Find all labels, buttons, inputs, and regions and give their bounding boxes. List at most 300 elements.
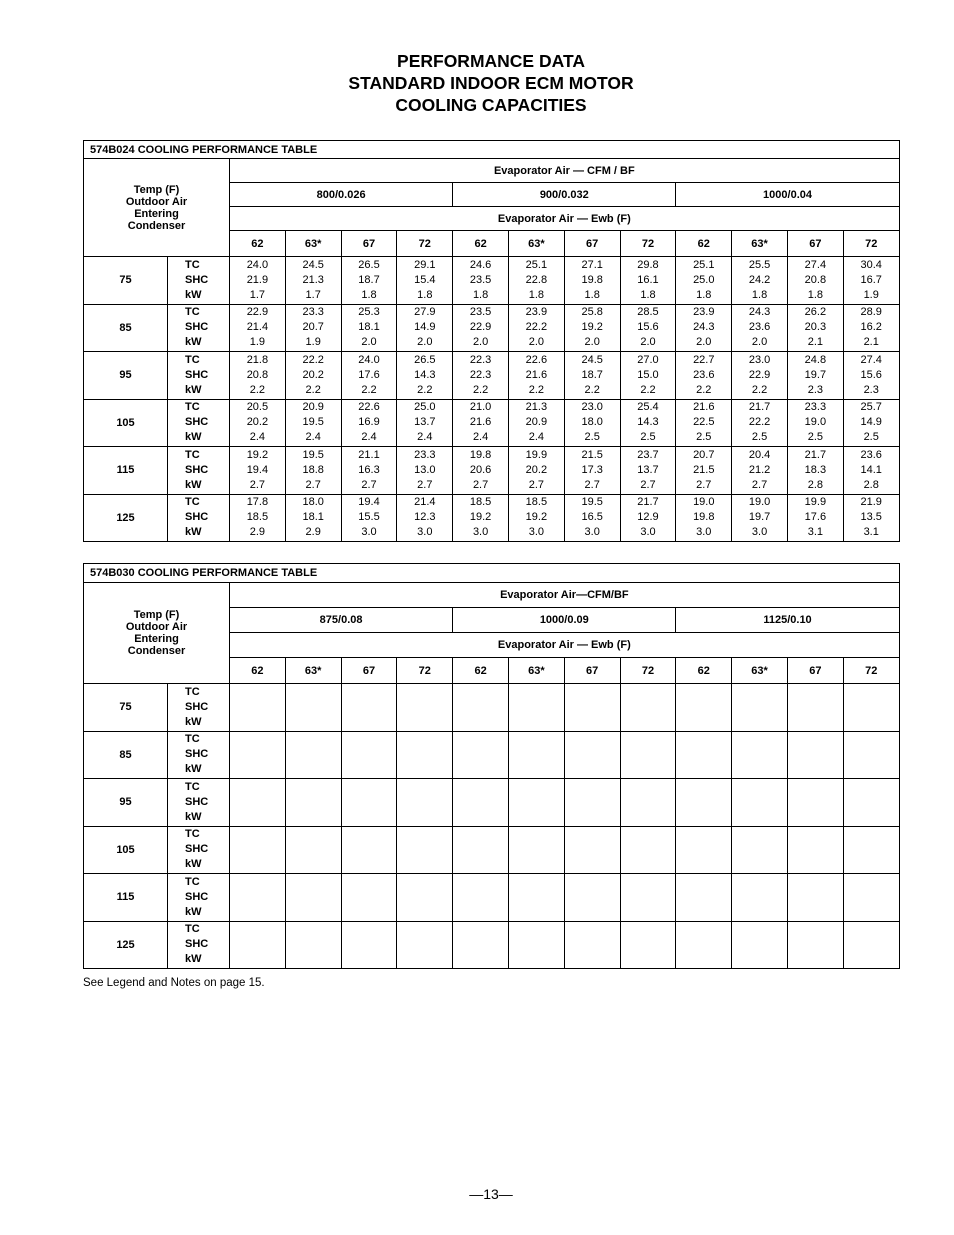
ewb-column-header: 72: [397, 231, 453, 257]
table-row: [84, 684, 900, 732]
value-tc: 21.0: [469, 401, 492, 414]
value-cell: [620, 494, 676, 542]
value-cell: [453, 731, 509, 779]
metric-labels: [168, 921, 230, 969]
metric-label: SHC: [185, 890, 209, 903]
cfm-group: 1000/0.04: [676, 183, 899, 207]
value-tc: 21.7: [637, 496, 659, 509]
value-tc: 19.0: [748, 496, 771, 509]
value-tc: 25.7: [860, 401, 882, 414]
value-tc: 21.3: [525, 401, 548, 414]
temp-header-line: Temp (F): [133, 609, 180, 621]
cooling-performance-table-574b030: [83, 563, 900, 969]
value-cell: [676, 779, 732, 827]
value-kw: 1.7: [305, 288, 321, 301]
title-line-2: STANDARD INDOOR ECM MOTOR: [348, 73, 634, 93]
value-shc: 18.7: [358, 273, 380, 286]
value-kw: 3.0: [472, 526, 489, 539]
metric-labels: [168, 779, 230, 827]
cfm-group: 800/0.026: [230, 183, 453, 207]
value-cell: [230, 352, 286, 400]
value-cell: [843, 684, 899, 732]
value-tc: 20.9: [302, 401, 324, 414]
value-tc: 23.0: [581, 401, 603, 414]
value-cell: [453, 447, 509, 495]
value-cell: [676, 304, 732, 352]
value-shc: 14.9: [414, 321, 436, 334]
value-cell: [508, 399, 564, 447]
value-shc: 19.2: [581, 321, 603, 334]
value-cell: [508, 447, 564, 495]
cfm-header: Evaporator Air — CFM / BF: [230, 159, 900, 183]
metric-labels: [168, 731, 230, 779]
value-shc: 19.2: [525, 511, 548, 524]
value-cell: [230, 684, 286, 732]
table-name: 574B024 COOLING PERFORMANCE TABLE: [84, 141, 900, 159]
value-cell: [285, 684, 341, 732]
value-kw: 2.1: [807, 336, 824, 349]
value-cell: [508, 304, 564, 352]
value-cell: [285, 826, 341, 874]
value-shc: 19.2: [469, 511, 492, 524]
value-kw: 2.5: [751, 431, 768, 444]
value-cell: [230, 921, 286, 969]
value-cell: [230, 304, 286, 352]
value-cell: [341, 399, 397, 447]
value-cell: [620, 352, 676, 400]
value-cell: [285, 731, 341, 779]
ewb-column-header: 63*: [732, 231, 788, 257]
footnote: See Legend and Notes on page 15.: [83, 977, 265, 989]
value-shc: 21.2: [748, 463, 771, 476]
value-cell: [397, 684, 453, 732]
value-cell: [508, 731, 564, 779]
value-tc: 23.3: [804, 401, 827, 414]
value-tc: 29.1: [414, 258, 436, 271]
value-cell: [676, 257, 732, 305]
value-kw: 2.1: [863, 336, 879, 349]
value-cell: [230, 494, 286, 542]
table-row: [84, 257, 900, 305]
table-name: 574B030 COOLING PERFORMANCE TABLE: [84, 564, 900, 583]
value-shc: 18.5: [246, 511, 269, 524]
value-shc: 17.6: [358, 368, 380, 381]
value-shc: 13.0: [414, 463, 436, 476]
value-cell: [230, 874, 286, 922]
metric-label: SHC: [185, 700, 209, 713]
value-cell: [564, 352, 620, 400]
value-tc: 19.5: [302, 448, 324, 461]
value-kw: 2.3: [863, 383, 879, 396]
metric-label: kW: [185, 810, 202, 823]
value-kw: 2.5: [807, 431, 824, 444]
value-shc: 15.4: [414, 273, 436, 286]
ewb-column-header: 72: [397, 658, 453, 684]
value-kw: 1.8: [528, 288, 545, 301]
value-cell: [230, 731, 286, 779]
value-cell: [285, 399, 341, 447]
value-shc: 13.7: [414, 416, 436, 429]
value-cell: [341, 494, 397, 542]
value-cell: [453, 874, 509, 922]
value-cell: [787, 779, 843, 827]
outdoor-temp: 115: [84, 447, 168, 495]
value-cell: [341, 921, 397, 969]
value-shc: 19.8: [693, 511, 715, 524]
ewb-column-header: 72: [843, 231, 899, 257]
table-row: [84, 494, 900, 542]
value-kw: 1.8: [807, 288, 824, 301]
value-tc: 26.2: [804, 306, 827, 319]
outdoor-temp: 85: [84, 731, 168, 779]
value-cell: [620, 731, 676, 779]
value-kw: 2.0: [751, 336, 768, 349]
value-kw: 1.8: [417, 288, 433, 301]
value-cell: [285, 352, 341, 400]
value-cell: [676, 874, 732, 922]
table-row: [84, 304, 900, 352]
metric-label: TC: [185, 353, 200, 366]
ewb-column-header: 72: [620, 231, 676, 257]
value-shc: 20.9: [525, 416, 548, 429]
value-kw: 2.0: [472, 336, 489, 349]
value-kw: 2.2: [249, 383, 266, 396]
table-row: [84, 731, 900, 779]
value-shc: 12.3: [414, 511, 436, 524]
value-cell: [787, 874, 843, 922]
ewb-column-header: 63*: [285, 231, 341, 257]
value-shc: 20.7: [302, 321, 324, 334]
value-shc: 22.5: [693, 416, 715, 429]
temp-header-line: Condenser: [127, 219, 186, 232]
cfm-group: 900/0.032: [453, 183, 676, 207]
value-cell: [732, 352, 788, 400]
value-shc: 14.1: [860, 463, 882, 476]
value-kw: 1.8: [696, 288, 712, 301]
value-tc: 25.0: [414, 401, 436, 414]
value-tc: 24.0: [246, 258, 269, 271]
value-shc: 19.7: [804, 368, 827, 381]
value-cell: [341, 874, 397, 922]
value-shc: 21.5: [693, 463, 715, 476]
value-cell: [732, 684, 788, 732]
value-shc: 19.5: [302, 416, 324, 429]
metric-label: TC: [185, 306, 200, 319]
value-cell: [732, 304, 788, 352]
value-kw: 2.2: [417, 383, 433, 396]
value-cell: [620, 779, 676, 827]
metric-label: TC: [185, 780, 200, 793]
value-cell: [732, 447, 788, 495]
value-cell: [843, 257, 899, 305]
value-cell: [620, 921, 676, 969]
temp-header-line: Outdoor Air: [125, 195, 188, 208]
value-cell: [341, 826, 397, 874]
value-shc: 21.4: [246, 321, 269, 334]
value-shc: 20.6: [469, 463, 492, 476]
value-cell: [620, 684, 676, 732]
temp-header-line: Entering: [134, 207, 179, 220]
value-cell: [843, 399, 899, 447]
metric-label: TC: [185, 496, 200, 509]
value-kw: 2.5: [863, 431, 879, 444]
value-kw: 3.0: [640, 526, 656, 539]
value-tc: 22.7: [693, 353, 715, 366]
value-shc: 14.9: [860, 416, 882, 429]
value-shc: 15.0: [637, 368, 659, 381]
value-shc: 24.2: [748, 273, 771, 286]
metric-label: TC: [185, 733, 200, 746]
value-tc: 21.7: [748, 401, 771, 414]
value-kw: 2.4: [361, 431, 377, 444]
metric-label: SHC: [185, 321, 209, 334]
value-cell: [397, 304, 453, 352]
temp-header: [84, 159, 230, 257]
value-cell: [564, 399, 620, 447]
metric-label: SHC: [185, 938, 209, 951]
value-tc: 25.1: [525, 258, 548, 271]
value-kw: 2.5: [696, 431, 712, 444]
value-cell: [620, 874, 676, 922]
temp-header: [84, 583, 230, 684]
metric-label: kW: [185, 905, 202, 918]
value-kw: 2.7: [472, 478, 489, 491]
value-cell: [787, 731, 843, 779]
value-shc: 24.3: [693, 321, 715, 334]
metric-label: kW: [185, 526, 202, 539]
value-shc: 22.2: [525, 321, 548, 334]
ewb-column-header: 62: [453, 231, 509, 257]
value-shc: 15.5: [358, 511, 380, 524]
value-tc: 20.4: [748, 448, 771, 461]
value-kw: 2.7: [640, 478, 656, 491]
value-cell: [453, 304, 509, 352]
value-cell: [230, 779, 286, 827]
value-kw: 1.9: [305, 336, 321, 349]
value-cell: [397, 731, 453, 779]
value-tc: 27.0: [637, 353, 659, 366]
ewb-column-header: 67: [341, 658, 397, 684]
value-cell: [787, 447, 843, 495]
metric-label: TC: [185, 828, 200, 841]
value-kw: 2.4: [249, 431, 266, 444]
value-shc: 18.1: [302, 511, 324, 524]
value-tc: 27.4: [860, 353, 882, 366]
value-cell: [732, 731, 788, 779]
value-shc: 22.8: [525, 273, 548, 286]
value-tc: 20.7: [693, 448, 715, 461]
value-tc: 25.3: [358, 306, 380, 319]
value-cell: [843, 731, 899, 779]
value-cell: [620, 826, 676, 874]
ewb-column-header: 67: [564, 658, 620, 684]
value-tc: 27.9: [414, 306, 436, 319]
value-cell: [564, 921, 620, 969]
value-cell: [732, 874, 788, 922]
value-cell: [508, 874, 564, 922]
value-shc: 25.0: [693, 273, 715, 286]
value-tc: 21.7: [804, 448, 827, 461]
value-tc: 19.9: [804, 496, 827, 509]
value-cell: [843, 826, 899, 874]
cfm-header: Evaporator Air—CFM/BF: [230, 583, 900, 608]
ewb-column-header: 62: [453, 658, 509, 684]
value-cell: [843, 874, 899, 922]
value-cell: [564, 257, 620, 305]
value-cell: [285, 304, 341, 352]
outdoor-temp: 95: [84, 779, 168, 827]
value-cell: [230, 447, 286, 495]
value-cell: [397, 874, 453, 922]
ewb-column-header: 67: [564, 231, 620, 257]
value-tc: 19.8: [469, 448, 492, 461]
table-row: [84, 779, 900, 827]
value-tc: 19.4: [358, 496, 380, 509]
value-shc: 13.5: [860, 511, 882, 524]
value-cell: [285, 447, 341, 495]
value-shc: 15.6: [860, 368, 882, 381]
value-cell: [732, 826, 788, 874]
value-kw: 2.0: [361, 336, 377, 349]
value-shc: 23.6: [748, 321, 771, 334]
outdoor-temp: 105: [84, 826, 168, 874]
value-cell: [732, 921, 788, 969]
metric-label: SHC: [185, 273, 209, 286]
ewb-column-header: 63*: [508, 231, 564, 257]
metric-labels: [168, 399, 230, 447]
value-shc: 23.6: [693, 368, 715, 381]
value-kw: 2.7: [417, 478, 433, 491]
value-cell: [508, 352, 564, 400]
value-cell: [341, 257, 397, 305]
value-kw: 2.7: [696, 478, 712, 491]
value-cell: [397, 447, 453, 495]
metric-label: SHC: [185, 463, 209, 476]
ewb-column-header: 63*: [285, 658, 341, 684]
value-kw: 1.8: [751, 288, 768, 301]
value-kw: 3.0: [696, 526, 712, 539]
outdoor-temp: 85: [84, 304, 168, 352]
value-cell: [620, 257, 676, 305]
value-cell: [453, 399, 509, 447]
value-shc: 16.2: [860, 321, 882, 334]
value-tc: 23.3: [302, 306, 324, 319]
value-kw: 2.2: [751, 383, 768, 396]
value-tc: 23.9: [693, 306, 715, 319]
value-kw: 3.0: [584, 526, 600, 539]
value-tc: 21.9: [860, 496, 882, 509]
table-row: [84, 921, 900, 969]
ewb-column-header: 67: [787, 231, 843, 257]
ewb-column-header: 62: [230, 658, 286, 684]
value-shc: 20.8: [804, 273, 827, 286]
value-cell: [508, 257, 564, 305]
value-cell: [732, 779, 788, 827]
outdoor-temp: 115: [84, 874, 168, 922]
metric-labels: [168, 352, 230, 400]
cfm-group: 875/0.08: [230, 608, 453, 633]
value-shc: 19.8: [581, 273, 603, 286]
value-kw: 3.1: [807, 526, 824, 539]
value-tc: 18.5: [469, 496, 492, 509]
value-tc: 23.9: [525, 306, 548, 319]
value-tc: 24.6: [469, 258, 492, 271]
value-kw: 3.0: [751, 526, 768, 539]
value-cell: [341, 684, 397, 732]
value-cell: [732, 494, 788, 542]
value-kw: 2.8: [807, 478, 824, 491]
value-tc: 26.5: [358, 258, 380, 271]
metric-label: TC: [185, 875, 200, 888]
metric-label: SHC: [185, 511, 209, 524]
value-cell: [676, 921, 732, 969]
metric-label: kW: [185, 383, 202, 396]
value-kw: 2.7: [528, 478, 545, 491]
value-cell: [341, 779, 397, 827]
value-shc: 15.6: [637, 321, 659, 334]
value-shc: 20.2: [246, 416, 269, 429]
value-cell: [620, 399, 676, 447]
value-cell: [508, 779, 564, 827]
value-cell: [453, 921, 509, 969]
metric-labels: [168, 494, 230, 542]
value-cell: [564, 494, 620, 542]
value-cell: [397, 494, 453, 542]
value-kw: 2.2: [640, 383, 656, 396]
value-tc: 27.4: [804, 258, 827, 271]
value-tc: 25.8: [581, 306, 603, 319]
value-tc: 23.5: [469, 306, 492, 319]
value-tc: 21.6: [693, 401, 715, 414]
value-kw: 2.2: [584, 383, 600, 396]
value-tc: 25.4: [637, 401, 659, 414]
value-cell: [843, 494, 899, 542]
metric-label: kW: [185, 858, 202, 871]
value-kw: 2.5: [584, 431, 600, 444]
value-tc: 27.1: [581, 258, 603, 271]
value-shc: 20.2: [302, 368, 324, 381]
outdoor-temp: 95: [84, 352, 168, 400]
value-cell: [676, 826, 732, 874]
value-kw: 2.2: [361, 383, 377, 396]
metric-label: TC: [185, 685, 200, 698]
value-cell: [397, 257, 453, 305]
value-cell: [676, 352, 732, 400]
value-shc: 22.2: [748, 416, 771, 429]
value-shc: 16.1: [637, 273, 659, 286]
value-shc: 16.9: [358, 416, 380, 429]
value-kw: 2.7: [584, 478, 600, 491]
outdoor-temp: 75: [84, 257, 168, 305]
value-shc: 23.5: [469, 273, 492, 286]
value-cell: [787, 399, 843, 447]
value-tc: 18.5: [525, 496, 548, 509]
value-tc: 22.9: [246, 306, 269, 319]
metric-label: kW: [185, 478, 202, 491]
value-kw: 2.3: [807, 383, 824, 396]
value-cell: [787, 826, 843, 874]
value-shc: 16.3: [358, 463, 380, 476]
metric-labels: [168, 304, 230, 352]
value-cell: [341, 731, 397, 779]
value-shc: 18.8: [302, 463, 324, 476]
value-tc: 24.8: [804, 353, 827, 366]
value-cell: [230, 826, 286, 874]
value-shc: 16.7: [860, 273, 882, 286]
value-shc: 14.3: [637, 416, 659, 429]
value-cell: [732, 257, 788, 305]
metric-labels: [168, 874, 230, 922]
